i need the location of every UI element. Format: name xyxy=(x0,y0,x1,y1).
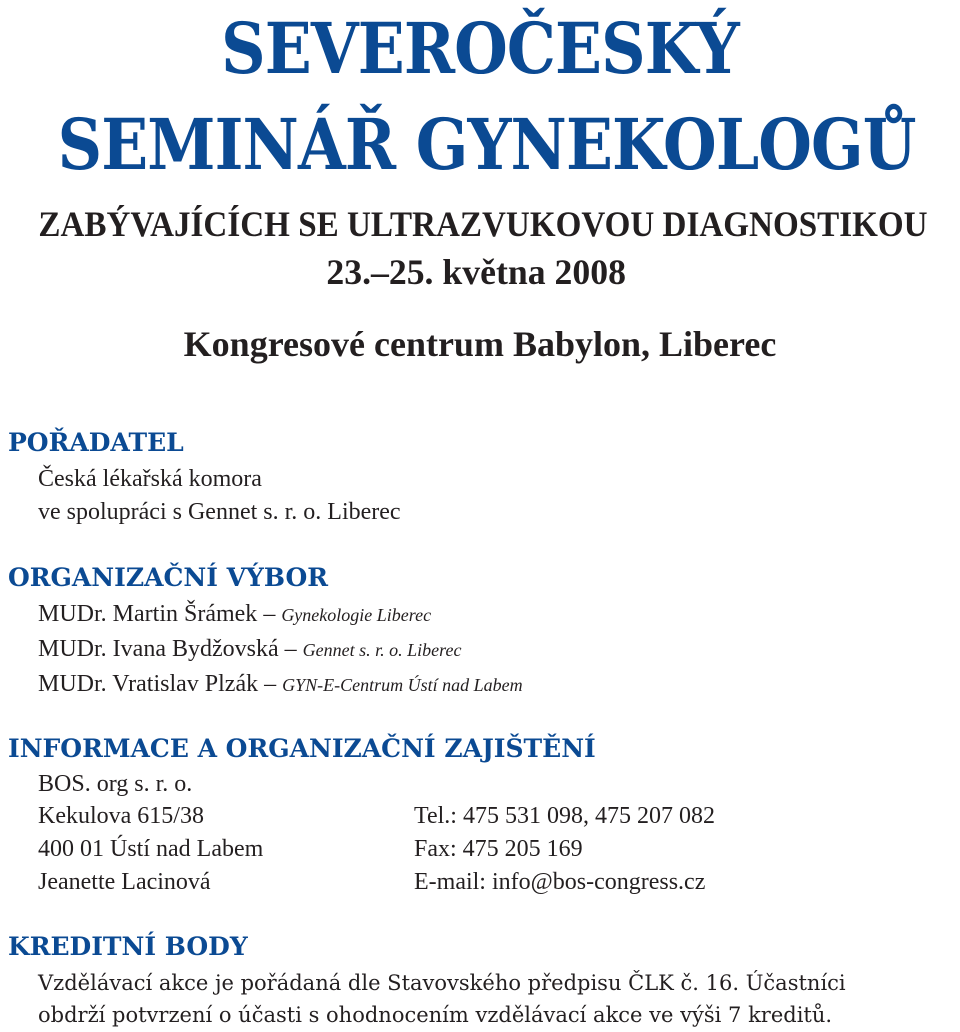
member-name: MUDr. Martin Šrámek xyxy=(38,601,258,627)
address-line-2: 400 01 Ústí nad Labem xyxy=(38,836,264,862)
poradatel-heading: POŘADATEL xyxy=(8,428,184,457)
fax: Fax: 475 205 169 xyxy=(414,836,583,862)
vybor-member xyxy=(38,669,523,700)
poradatel-line-2: ve spolupráci s Gennet s. r. o. Liberec xyxy=(38,499,401,525)
kredity-heading: KREDITNÍ BODY xyxy=(8,932,248,961)
kredity-line-1: Vzdělávací akce je pořádaná dle Stavovského předpisu ČLK č. 16. Účastníci xyxy=(38,971,846,995)
poradatel-line-1: Česká lékařská komora xyxy=(38,466,262,492)
company-name: BOS. org s. r. o. xyxy=(38,771,193,797)
email: E-mail: info@bos-congress.cz xyxy=(414,869,706,895)
event-venue: Kongresové centrum Babylon, Liberec xyxy=(183,324,777,364)
member-role: Gynekologie Liberec xyxy=(281,605,432,625)
member-role: Gennet s. r. o. Liberec xyxy=(302,640,462,660)
contact-person: Jeanette Lacinová xyxy=(38,869,211,895)
address-line-1: Kekulova 615/38 xyxy=(38,803,204,829)
member-name: MUDr. Ivana Bydžovská xyxy=(38,636,279,662)
informace-heading: INFORMACE A ORGANIZAČNÍ ZAJIŠTĚNÍ xyxy=(8,734,596,763)
member-separator: – xyxy=(278,636,303,662)
member-name: MUDr. Vratislav Plzák xyxy=(38,671,259,697)
member-separator: – xyxy=(258,671,283,697)
subtitle: ZABÝVAJÍCÍCH SE ULTRAZVUKOVOU DIAGNOSTIKOU xyxy=(38,204,928,244)
member-separator: – xyxy=(257,601,282,627)
title-line-2: SEMINÁŘ GYNEKOLOGŮ xyxy=(57,103,916,186)
vybor-member xyxy=(38,634,461,665)
member-role: GYN-E-Centrum Ústí nad Labem xyxy=(282,675,523,695)
title-line-1: SEVEROČESKÝ xyxy=(221,7,739,90)
phone: Tel.: 475 531 098, 475 207 082 xyxy=(414,803,715,829)
kredity-line-2: obdrží potvrzení o účasti s ohodnocením vzdělávací akce ve výši 7 kreditů. xyxy=(38,1003,833,1027)
vybor-member xyxy=(38,599,431,630)
vybor-heading: ORGANIZAČNÍ VÝBOR xyxy=(8,563,329,592)
event-date: 23.–25. května 2008 xyxy=(326,252,626,292)
